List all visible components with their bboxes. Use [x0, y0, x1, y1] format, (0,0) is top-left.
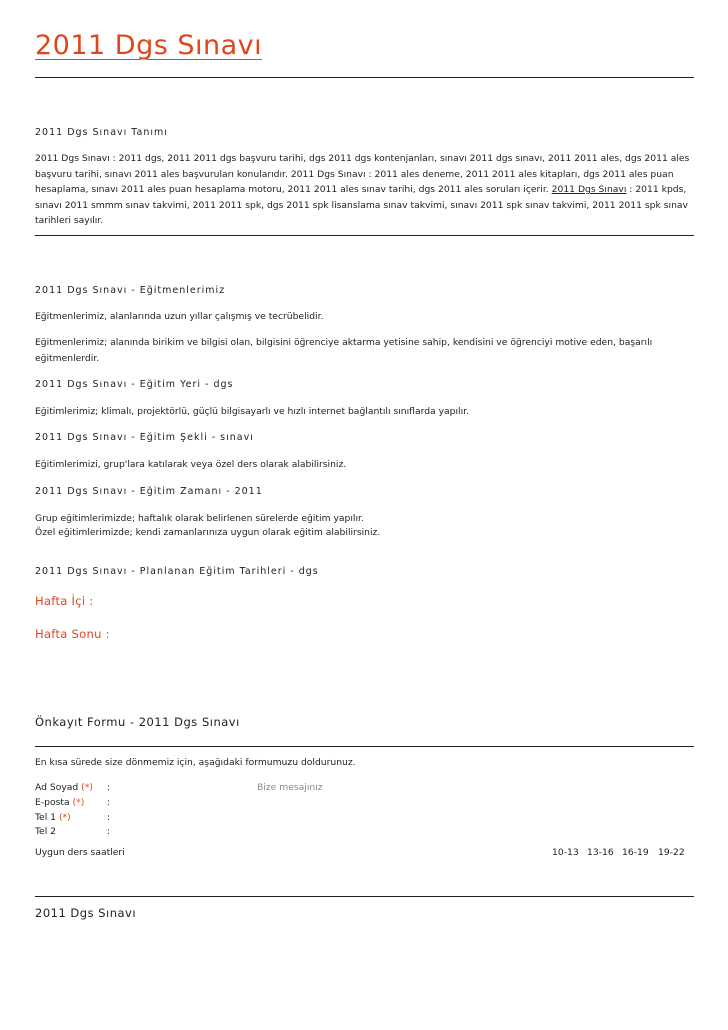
form-title: Önkayıt Formu - 2011 Dgs Sınavı: [35, 715, 240, 729]
divider: [35, 896, 694, 897]
training-time-line2: Özel eğitimlerimizde; kendi zamanlarınıza uygun olarak eğitim alabilirsiniz.: [35, 527, 381, 538]
tel2-label: Tel 2: [35, 826, 57, 837]
form-row-email[interactable]: [35, 797, 235, 811]
required-mark: (*): [58, 812, 71, 823]
training-time-heading: 2011 Dgs Sınavı - Eğitim Zamanı - 2011: [35, 486, 263, 497]
form-intro: En kısa sürede size dönmemiz için, aşağıdaki formumuzu doldurunuz.: [35, 757, 356, 768]
training-time-line1: Grup eğitimlerimizde; haftalık olarak belirlenen sürelerde eğitim yapılır.: [35, 513, 364, 524]
training-type-text: Eğitimlerimizi, grup'lara katılarak veya özel ders olarak alabilirsiniz.: [35, 459, 347, 470]
slot-option[interactable]: 16-19: [622, 847, 649, 858]
required-mark: (*): [81, 782, 93, 793]
email-label: E-posta (*): [35, 797, 85, 808]
form-row-name[interactable]: [35, 782, 435, 796]
training-place-text: Eğitimlerimiz; klimalı, projektörlü, güçlü bilgisayarlı ve hızlı internet bağlantılı sınıflarda yapılır.: [35, 406, 469, 417]
form-row-tel2[interactable]: [35, 826, 235, 840]
colon: :: [107, 797, 111, 808]
required-mark: (*): [72, 797, 85, 808]
page-title: 2011 Dgs Sınavı: [35, 30, 263, 61]
training-type-heading: 2011 Dgs Sınavı - Eğitim Şekli - sınavı: [35, 432, 254, 443]
colon: :: [107, 782, 111, 793]
definition-text-after: : 2011 kpds, sınavı 2011 smmm sınav takvimi, 2011 2011 spk, dgs 2011 spk lisanslama sınav takvimi, sınavı 2011 spk sınav takvimi, 2011 2011 spk sınav tarihleri sayılır.: [35, 184, 688, 226]
weekdays-label: Hafta İçi :: [35, 594, 94, 608]
instructors-text-2: Eğitmenlerimiz; alanında birikim ve bilgisi olan, bilgisini öğrenciye aktarma yetisine sahip, kendisini ve öğrenciyi motive eden, başarılı eğitmenlerdir.: [35, 337, 653, 364]
instructors-heading: 2011 Dgs Sınavı - Eğitmenlerimiz: [35, 285, 226, 296]
name-label: Ad Soyad (*): [35, 782, 93, 793]
planned-heading: 2011 Dgs Sınavı - Planlanan Eğitim Tarihleri - dgs: [35, 566, 319, 577]
slot-option[interactable]: 13-16: [587, 847, 614, 858]
definition-link[interactable]: 2011 Dgs Sınavı: [551, 184, 627, 195]
colon: :: [107, 812, 111, 823]
instructors-text-1: Eğitmenlerimiz, alanlarında uzun yıllar çalışmış ve tecrübelidir.: [35, 311, 324, 322]
form-row-tel1[interactable]: [35, 812, 235, 826]
message-textarea[interactable]: Bize mesajınız: [257, 782, 323, 793]
hours-label: Uygun ders saatleri: [35, 847, 125, 858]
divider: [35, 235, 694, 236]
footer-title: 2011 Dgs Sınavı: [35, 906, 137, 920]
slot-option[interactable]: 10-13: [552, 847, 579, 858]
weekend-label: Hafta Sonu :: [35, 627, 110, 641]
definition-heading: 2011 Dgs Sınavı Tanımı: [35, 127, 168, 138]
divider: [35, 746, 694, 747]
slot-option[interactable]: 19-22: [658, 847, 685, 858]
definition-text: [35, 151, 691, 229]
colon: :: [107, 826, 111, 837]
form-row-hours: [35, 847, 695, 861]
tel1-label: Tel 1 (*): [35, 812, 71, 823]
definition-text-before: 2011 Dgs Sınavı : 2011 dgs, 2011 2011 dgs başvuru tarihi, dgs 2011 dgs kontenjanları, sınavı 2011 dgs sınavı, 2011 2011 ales, dgs 2011 ales başvuru tarihi, sınavı 2011 ales başvuruları konularıdır. 2011 Dgs Sınavı : 2011 ales deneme, 2011 2011 ales kitapları, dgs 2011 ales puan hesaplama, sınavı 2011 ales puan hesaplama motoru, 2011 2011 ales sınav tarihi, dgs 2011 ales soruları içerir.: [35, 153, 690, 195]
divider: [35, 77, 694, 78]
training-place-heading: 2011 Dgs Sınavı - Eğitim Yeri - dgs: [35, 379, 234, 390]
